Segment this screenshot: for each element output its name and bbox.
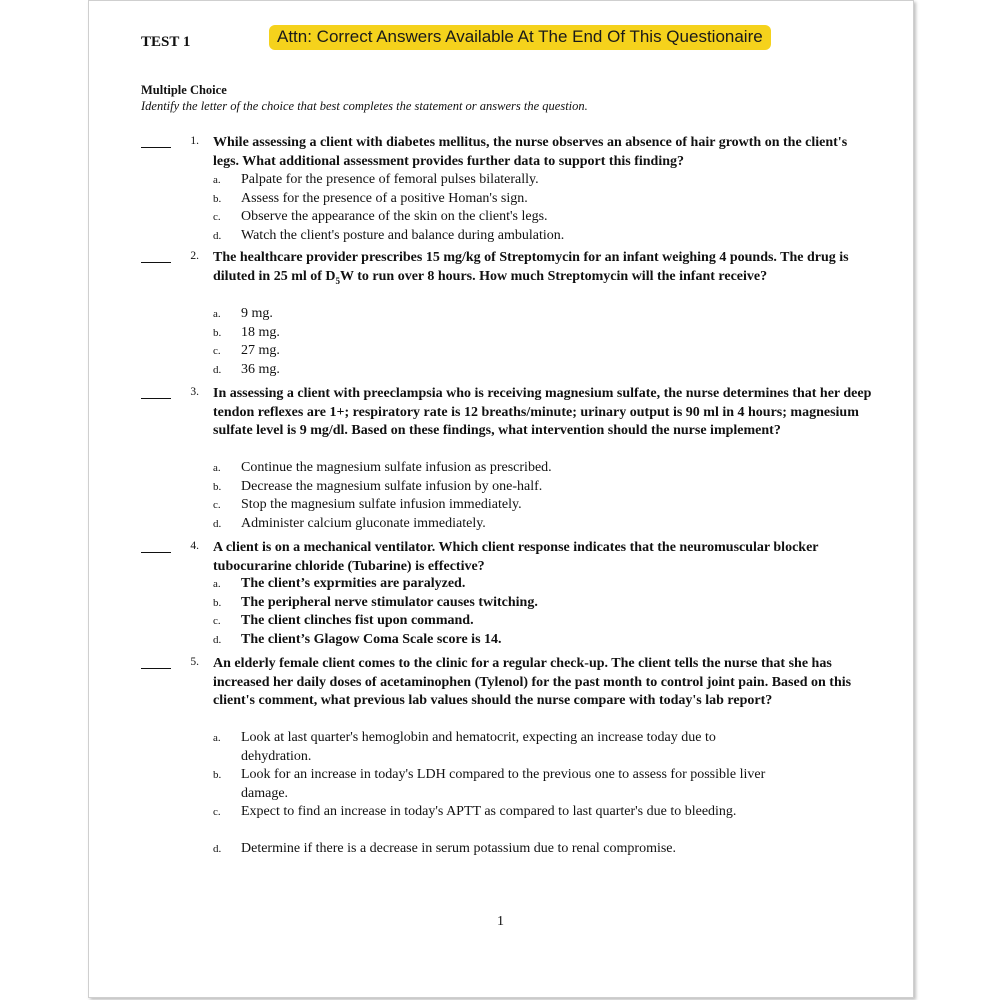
question-text: While assessing a client with diabetes mellitus, the nurse observes an absence of hair growth on the client's legs. What additional assessment provides further data to support this finding? — [213, 135, 848, 169]
answer-blank[interactable] — [141, 668, 171, 669]
choice-letter: a. — [213, 732, 221, 744]
choice-text: 36 mg. — [241, 361, 280, 377]
choice-letter: a. — [213, 578, 221, 590]
choice-text: Observe the appearance of the skin on the client's legs. — [241, 209, 548, 224]
choice-text: Palpate for the presence of femoral pulses bilaterally. — [241, 172, 539, 187]
answers-notice-banner: Attn: Correct Answers Available At The End Of This Questionaire — [269, 25, 771, 50]
choice-letter: d. — [213, 633, 222, 646]
subscript: 5 — [335, 275, 341, 286]
question-text: In assessing a client with preeclampsia who is receiving magnesium sulfate, the nurse determines that her deep tendon reflexes are 1+; respiratory rate is 12 breaths/minute; urinary output is 90 ml in 4 hours; magnesium sulfate level is 9 mg/dl. Based on these findings, what intervention should the nurse implement? — [213, 386, 872, 438]
choice-letter: b. — [213, 769, 222, 781]
choice-text: 9 mg. — [241, 306, 273, 321]
question-text-part: The healthcare provider prescribes 15 mg/kg of Streptomycin for an infant weighing 4 pounds. The drug is diluted in 25 ml of D — [213, 250, 849, 284]
section-title: Multiple Choice — [141, 83, 227, 97]
question-text: A client is on a mechanical ventilator. Which client response indicates that the neuromuscular blocker tubocurarine chloride (Tubarine) is effective? — [213, 540, 819, 574]
choice-letter: d. — [213, 363, 222, 376]
choice-text: Watch the client's posture and balance during ambulation. — [241, 227, 565, 243]
choice-text: 18 mg. — [241, 324, 280, 340]
section-instructions: Identify the letter of the choice that best completes the statement or answers the question. — [141, 99, 588, 113]
choice-text: Decrease the magnesium sulfate infusion by one-half. — [241, 478, 543, 494]
question-text-part: W to run over 8 hours. How much Streptomycin will the infant receive? — [340, 268, 768, 284]
choice-letter: b. — [213, 192, 222, 205]
choice-letter: c. — [213, 499, 221, 511]
choice-letter: c. — [213, 211, 221, 223]
choice-text: Look for an increase in today's LDH compared to the previous one to assess for possible liver damage. — [241, 767, 766, 801]
choice-letter: b. — [213, 596, 222, 609]
answer-blank[interactable] — [141, 552, 171, 553]
question-number: 5. — [190, 656, 199, 668]
choice-letter: b. — [213, 480, 222, 493]
choice-text: Determine if there is a decrease in serum potassium due to renal compromise. — [241, 841, 677, 856]
choice-letter: c. — [213, 615, 221, 627]
choice-text: Continue the magnesium sulfate infusion as prescribed. — [241, 460, 552, 475]
choice-letter: a. — [213, 462, 221, 474]
page-number: 1 — [497, 914, 504, 929]
question-number: 2. — [190, 250, 199, 262]
question-text — [213, 249, 853, 290]
choice-letter: c. — [213, 806, 221, 818]
answer-blank[interactable] — [141, 147, 171, 148]
choice-text: The client’s Glagow Coma Scale score is 14. — [241, 631, 502, 647]
choice-text: Stop the magnesium sulfate infusion immediately. — [241, 497, 522, 512]
answer-blank[interactable] — [141, 262, 171, 263]
choice-text: The client clinches fist upon command. — [241, 613, 474, 628]
choice-letter: a. — [213, 308, 221, 320]
choice-letter: d. — [213, 517, 222, 530]
question-number: 3. — [190, 386, 199, 398]
question-number: 4. — [190, 540, 199, 552]
choice-text: Administer calcium gluconate immediately. — [241, 515, 486, 531]
choice-text: Assess for the presence of a positive Homan's sign. — [241, 190, 528, 206]
choice-letter: d. — [213, 229, 222, 242]
choice-text: 27 mg. — [241, 343, 280, 358]
choice-text: The client’s exprmities are paralyzed. — [241, 576, 466, 591]
choice-letter: b. — [213, 326, 222, 339]
question-text: An elderly female client comes to the clinic for a regular check-up. The client tells the nurse that she has increased her daily doses of acetaminophen (Tylenol) for the past month to control joint pain. Based on this client's comment, what previous lab values should the nurse compare with today's lab report? — [213, 656, 852, 708]
choice-letter: d. — [213, 843, 222, 855]
choice-text: The peripheral nerve stimulator causes twitching. — [241, 594, 538, 610]
choice-text: Look at last quarter's hemoglobin and hematocrit, expecting an increase today due to dehydration. — [241, 730, 716, 764]
question-number: 1. — [190, 135, 199, 147]
answer-blank[interactable] — [141, 398, 171, 399]
test-title: TEST 1 — [141, 34, 191, 50]
document-page — [88, 0, 914, 998]
choice-text: Expect to find an increase in today's APTT as compared to last quarter's due to bleeding. — [241, 804, 737, 819]
choice-letter: a. — [213, 174, 221, 186]
choice-letter: c. — [213, 345, 221, 357]
